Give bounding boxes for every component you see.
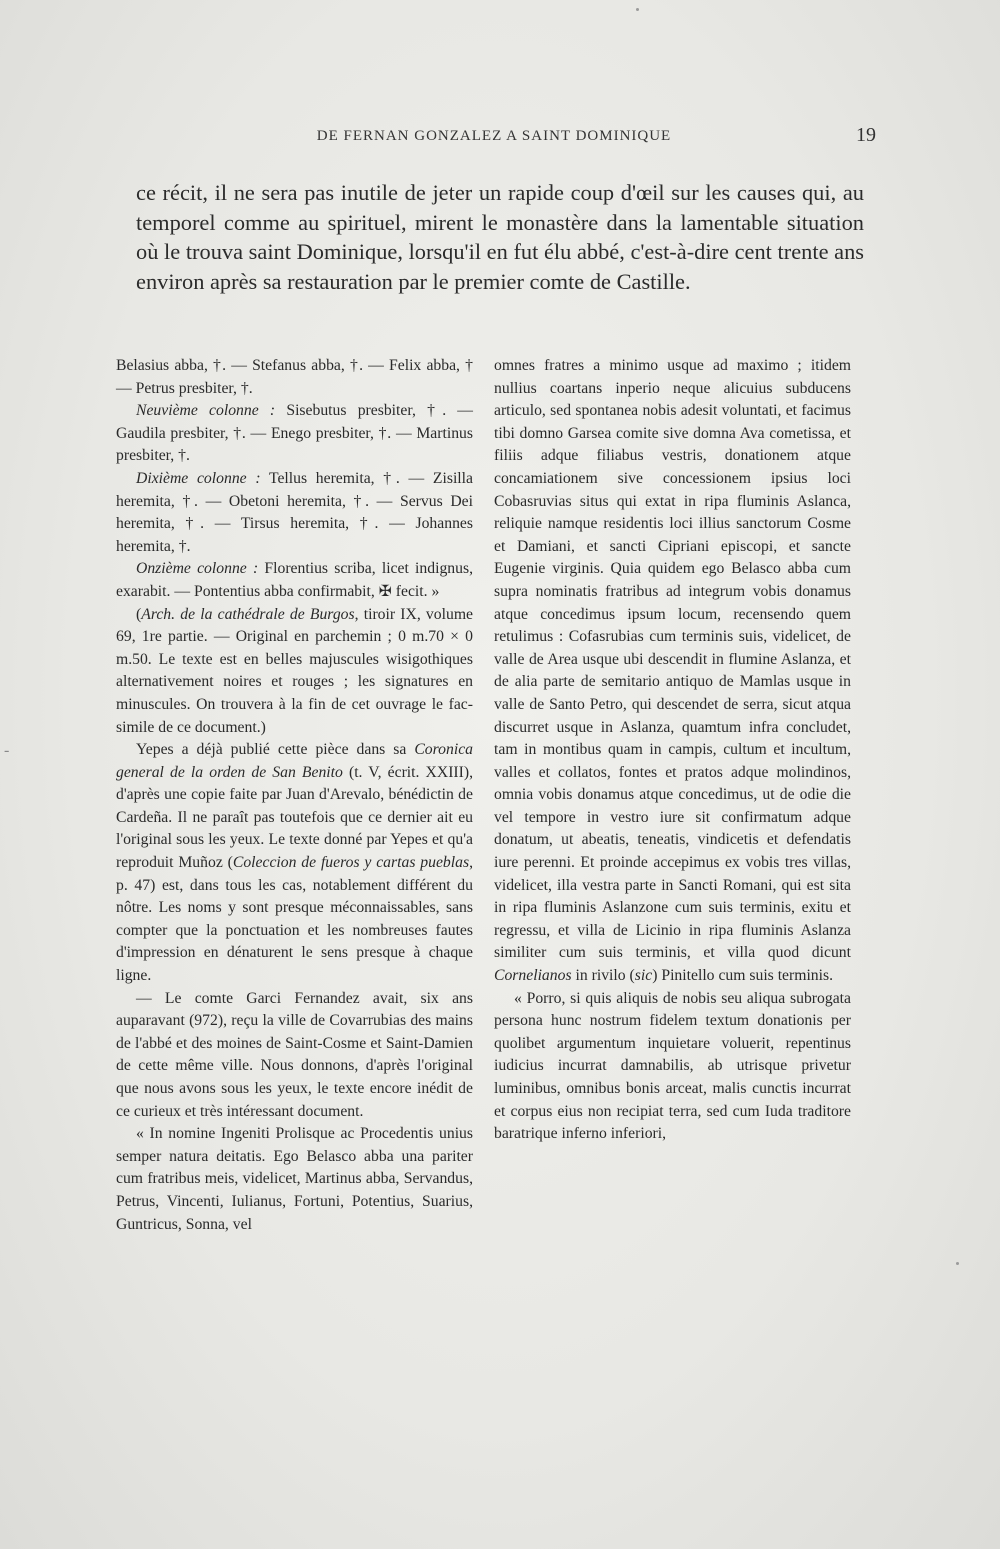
- paper-speck: [956, 1262, 959, 1265]
- running-header: [112, 124, 876, 146]
- paper-speck: [636, 8, 639, 11]
- coleccion-title: Coleccion de fueros y cartas pueblas: [232, 854, 470, 872]
- eleventh-column-label: Onzième colonne :: [136, 560, 259, 578]
- coronica-title: Coronica general de la orden de San Benito: [116, 741, 473, 781]
- charter-opening-paragraph: « In nomine Ingeniti Prolisque ac Procedentis unius semper natura deitatis. Ego Belasco abba una pariter cum fratribus meis, videlicet, Martinus abba, Servandus, Petrus, Vincenti, Iulianus, Fortuni, Potentius, Suarius, Guntricus, Sonna, vel: [116, 1125, 473, 1233]
- right-column: [494, 355, 851, 1146]
- left-column: [116, 355, 473, 1236]
- running-title: DE FERNAN GONZALEZ A SAINT DOMINIQUE: [316, 128, 672, 144]
- ninth-column-paragraph: [116, 400, 473, 468]
- archive-reference: Arch. de la cathédrale de Burgos: [141, 605, 355, 623]
- charter-curse-paragraph: « Porro, si quis aliquis de nobis seu aliqua subrogata persona hunc nostrum fidelem textum donationis per quolibet argumentum inquietare voluerit, repentinus iudicius incurrat damnabilis, ab utrisque privetur luminibus, omnibus bonis arceat, malis cunctis incurrat et corpus eius non recipiat terra, sed cum Iuda traditore baratrique inferno inferiori,: [494, 989, 851, 1143]
- garci-fernandez-paragraph: — Le comte Garci Fernandez avait, six ans auparavant (972), reçu la ville de Covarrubias des mains de l'abbé et des moines de Saint-Cosme et Saint-Damien de cette même ville. Nous donnons, d'après l'original que nous avons sous les yeux, le texte encore inédit de ce curieux et très intéressant document.: [116, 989, 473, 1120]
- tenth-column-paragraph: [116, 468, 473, 558]
- page-number: 19: [856, 124, 876, 146]
- intro-paragraph: ce récit, il ne sera pas inutile de jeter un rapide coup d'œil sur les causes qui, au temporel comme au spirituel, mirent le monastère dans la lamentable situation où le trouva saint Dominique, lorsqu'il en fut élu abbé, c'est-à-dire cent trente ans environ après sa restauration par le premier comte de Castille.: [136, 180, 864, 294]
- tenth-column-text: Tellus heremita, †. — Zisilla heremita, †. — Obetoni heremita, †. — Servus Dei heremita, †. — Tirsus heremita, †. — Johannes heremita, †.: [116, 469, 473, 555]
- ninth-column-label: Neuvième colonne :: [136, 402, 276, 420]
- charter-continuation-paragraph: omnes fratres a minimo usque ad maximo ; itidem nullius coartans inperio neque alicuius subducens articulo, sed spontanea nobis adesit voluntati, et facimus tibi domno Garsea comite sive domna Ava cometissa, et filiis adque filiabus vestris, donationem atque concamiationem sive concessionem ipsius loci Cobasruvias situs qui extat in ripa fluminis Aslanca, reliquie namque residentis loci illius sanctorum Cosme et Damiani, et sancti Cipriani episcopi, et sancte Eugenie virginis. Quia quidem ego Belasco abba cum supra nominatis fratribus ad integrum vobis donamus atque concedimus ipsum locum, recensendo quem retulimus : Cofasrubias cum terminis suis, videlicet, de valle de Area usque ubi descendit in flumine Aslanza, et de alia parte de semitario antiquo de Mamlas usque in valle de Santo Petro, qui descendet de serra, sicut atqua discurret usque in Aslanza, quamtum infra concludet, tam in montibus quam in campis, cultum et incultum, valles et collatos, fontes et pratos adque molindinos, omnia vobis donamus atque concedimus, ut de odie die vel tempore in vestro iure sit confirmatum adque donatum, ut abeatis, teneatis, vindicetis et defendatis iure perenni. Et proinde accepimus ex vobis tres villas, videlicet, illa vestra parte in Sancti Romani, qui est sita in ripa fluminis Aslanzone cum suis terminis, exitu et regressu, et villa de Licinio in ripa fluminis Aslanza similiter cum suis terminis, et villa quod dicunt Cornelianos in rivilo (sic) Pinitello cum suis terminis.: [494, 357, 851, 985]
- signatures-paragraph: Belasius abba, †. — Stefanus abba, †. — Felix abba, † — Petrus presbiter, †.: [116, 357, 473, 397]
- tenth-column-label: Dixième colonne :: [136, 469, 261, 487]
- eleventh-column-text: Florentius scriba, licet indignus, exarabit. — Pontentius abba confirmabit, ✠ fecit. »: [116, 560, 474, 600]
- ninth-column-text: Sisebutus presbiter, †. — Gaudila presbiter, †. — Enego presbiter, †. — Martinus presbiter, †.: [116, 402, 473, 465]
- archive-note-paragraph: (Arch. de la cathédrale de Burgos, tiroir IX, volume 69, 1re partie. — Original en parchemin ; 0 m.70 × 0 m.50. Le texte est en belles majuscules wisigothiques alternativement noires et rouges ; les signatures en minuscules. On trouvera à la fin de cet ouvrage le fac-simile de ce document.): [116, 605, 473, 736]
- yepes-paragraph: Yepes a déjà publié cette pièce dans sa Coronica general de la orden de San Benito (t. V, écrit. XXIII), d'après une copie faite par Juan d'Arevalo, bénédictin de Cardeña. Il ne paraît pas toutefois que ce dernier ait eu l'original sous les yeux. Le texte donné par Yepes et qu'a reproduit Muñoz (Coleccion de fueros y cartas pueblas, p. 47) est, dans tous les cas, notablement différent du nôtre. Les noms y sont presque méconnaissables, sans compter que la ponctuation et les nombreuses fautes d'impression en dénaturent le sens presque à chaque ligne.: [116, 741, 474, 985]
- sic-term: sic: [634, 967, 653, 985]
- margin-mark: -: [4, 742, 10, 759]
- eleventh-column-paragraph: [116, 558, 473, 603]
- cornelianos-term: Cornelianos: [494, 967, 572, 985]
- archive-note-text: , tiroir IX, volume 69, 1re partie. — Original en parchemin ; 0 m.70 × 0 m.50. Le texte est en belles majuscules wisigothiques alternativement noires et rouges ; les signatures en minuscules. On trouvera à la fin de cet ouvrage le fac-simile de ce document.): [116, 605, 473, 736]
